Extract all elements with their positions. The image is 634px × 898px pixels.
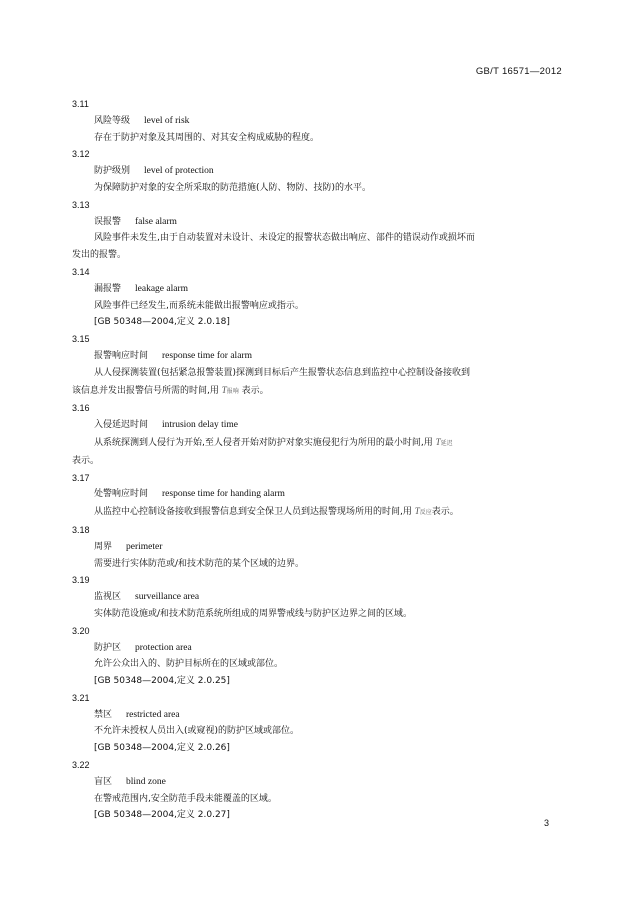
symbol-letter: T (414, 506, 420, 517)
definition: 风险事件已经发生,而系统未能做出报警响应或指示。 (94, 300, 304, 311)
term-en: response time for alarm (162, 350, 252, 361)
term-zh: 误报警 (94, 216, 122, 227)
term-entry-3-16 (72, 400, 564, 469)
clause-number: 3.21 (72, 692, 90, 703)
definition-text-end: 表示。 (431, 507, 459, 518)
term-zh: 盲区 (94, 776, 113, 787)
term-heading (72, 589, 564, 606)
term-zh: 风险等级 (94, 115, 131, 126)
clause-number: 3.18 (72, 524, 90, 535)
term-heading (72, 163, 564, 180)
definition: 不允许未授权人员出入(或窥视)的防护区域或部位。 (94, 726, 300, 737)
symbol-subscript: 延迟 (440, 440, 453, 447)
clause-number: 3.15 (72, 334, 90, 345)
source-reference: [GB 50348—2004,定义 2.0.26] (94, 743, 230, 754)
term-en: level of risk (144, 115, 190, 126)
definition: 需要进行实体防范或/和技术防范的某个区域的边界。 (94, 558, 305, 569)
definition-line-2: 发出的报警。 (72, 250, 127, 261)
definition (72, 503, 564, 522)
definition: 实体防范设施或/和技术防范系统所组成的周界警戒线与防护区边界之间的区域。 (94, 608, 413, 619)
clause-number: 3.11 (72, 99, 89, 109)
definition-line-1 (72, 434, 564, 453)
term-heading (72, 486, 564, 503)
term-entry-3-18 (72, 522, 564, 572)
symbol-letter: T (435, 436, 441, 447)
term-en: restricted area (126, 709, 180, 720)
term-heading (72, 417, 564, 434)
clause-number: 3.16 (72, 403, 90, 414)
term-heading (72, 640, 564, 657)
term-entry-3-14 (72, 264, 564, 331)
term-en: response time for handing alarm (162, 489, 285, 500)
symbol (436, 437, 453, 447)
term-heading (72, 113, 564, 130)
clause-number: 3.20 (72, 625, 90, 636)
standard-header: GB/T 16571—2012 (475, 66, 562, 77)
term-heading (72, 281, 564, 298)
definition-text-end: 表示。 (241, 385, 269, 396)
term-zh: 防护区 (94, 642, 122, 653)
term-en: surveillance area (135, 592, 200, 603)
term-heading (72, 348, 564, 365)
definition-text: 该信息并发出报警信号所需的时间,用 (72, 385, 219, 396)
term-heading (72, 707, 564, 724)
clause-number: 3.12 (72, 149, 90, 160)
term-en: blind zone (126, 776, 166, 787)
term-en: protection area (135, 642, 192, 653)
symbol-letter: T (221, 384, 227, 395)
term-en: level of protection (144, 166, 214, 177)
term-heading (72, 774, 564, 791)
term-zh: 防护级别 (94, 166, 131, 177)
term-zh: 漏报警 (94, 283, 122, 294)
definition-text: 从系统探测到人侵行为开始,至人侵者开始对防护对象实施侵犯行为所用的最小时间,用 (94, 437, 433, 448)
term-zh: 处警响应时间 (94, 489, 149, 500)
definition-line-1: 从人侵探测装置(包括紧急报警装置)探测到目标后产生报警状态信息到监控中心控制设备接收到 (94, 367, 471, 378)
term-en: leakage alarm (135, 283, 189, 294)
term-heading (72, 214, 564, 231)
term-en: false alarm (135, 216, 177, 227)
term-entry-3-15 (72, 331, 564, 400)
terms-list (72, 96, 564, 824)
symbol-subscript: 报响 (226, 388, 239, 395)
clause-number: 3.17 (72, 472, 90, 483)
source-reference: [GB 50348—2004,定义 2.0.25] (94, 676, 230, 687)
term-heading (72, 539, 564, 556)
page-number: 3 (543, 818, 549, 828)
term-entry-3-17 (72, 470, 564, 522)
term-zh: 禁区 (94, 709, 113, 720)
source-reference: [GB 50348—2004,定义 2.0.18] (94, 317, 230, 328)
definition-line-1: 风险事件未发生,由于自动装置对未设计、未设定的报警状态做出响应、部件的错误动作或损坏而 (94, 233, 475, 244)
definition: 在警戒范围内,安全防范手段未能覆盖的区域。 (94, 793, 277, 804)
term-entry-3-11 (72, 96, 564, 146)
term-zh: 报警响应时间 (94, 350, 149, 361)
term-entry-3-19 (72, 572, 564, 622)
term-zh: 入侵延迟时间 (94, 420, 149, 431)
source-reference: [GB 50348—2004,定义 2.0.27] (94, 810, 230, 821)
clause-number: 3.22 (72, 760, 90, 771)
clause-number: 3.19 (72, 575, 90, 586)
definition: 允许公众出入的、防护目标所在的区域或部位。 (94, 659, 284, 670)
term-entry-3-22 (72, 757, 564, 824)
symbol (222, 385, 239, 395)
clause-number: 3.13 (72, 199, 90, 210)
term-zh: 周界 (94, 541, 113, 552)
term-en: intrusion delay time (162, 420, 239, 431)
definition-line-2: 表示。 (72, 455, 100, 466)
term-entry-3-21 (72, 690, 564, 757)
term-zh: 监视区 (94, 592, 122, 603)
clause-number: 3.14 (72, 266, 90, 277)
term-entry-3-20 (72, 623, 564, 690)
definition: 为保障防护对象的安全所采取的防范措施(人防、物防、技防)的水平。 (94, 182, 372, 193)
definition-text: 从监控中心控制设备接收到报警信息到安全保卫人员到达报警现场所用的时间,用 (94, 507, 412, 518)
term-entry-3-13 (72, 197, 564, 264)
term-en: perimeter (126, 541, 163, 552)
symbol (415, 506, 432, 516)
term-entry-3-12 (72, 146, 564, 196)
definition: 存在于防护对象及其周围的、对其安全构成威胁的程度。 (94, 132, 320, 143)
symbol-subscript: 反应 (419, 510, 432, 517)
definition-line-2 (72, 382, 564, 401)
